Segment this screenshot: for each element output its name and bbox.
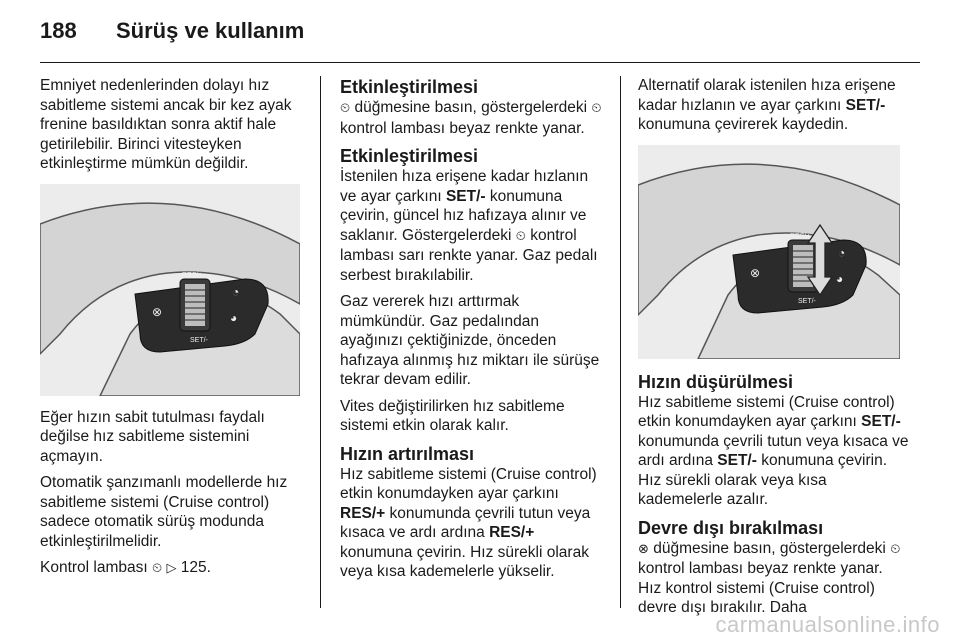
limiter-icon: ◕: [836, 271, 844, 286]
heading-speed-decrease: Hızın düşürülmesi: [638, 371, 794, 392]
paragraph: Emniyet nedenlerinden dolayı hız sabitleme sistemi ancak bir kez ayak frenine basıldıktan sonra aktif hale getirilebilir. Birinci vitesteyken etkinleştirme mümkün değildir.: [40, 77, 292, 172]
paragraph: İstenilen hıza erişene kadar hızlanın ve ayar çarkını SET/- konumuna çevirin, güncel hız hafızaya alınır ve saklanır. Göstergelerdeki ⏲ kontrol lambası sarı renkte yanar. Gaz pedalı serbest bırakılabilir.: [340, 168, 598, 284]
figure-label-res: RES/+: [182, 271, 203, 279]
cancel-icon: ⊗: [750, 265, 761, 280]
paragraph: Hız sabitleme sistemi (Cruise control) etkin konumdayken ayar çarkını SET/- konumunda çevrili tutun veya kısaca ve ardı ardına SET/- konumuna çevirin. Hız sürekli olarak veya kısa kademelerle azalır.: [638, 393, 909, 508]
column-divider-2: [620, 76, 621, 608]
cruise-control-icon: ⏲: [515, 228, 526, 244]
cruise-control-icon: ◔: [232, 284, 240, 299]
heading-speed-increase: Hızın artırılması: [340, 443, 475, 464]
heading-activation: Etkinleştirilmesi: [340, 77, 479, 97]
limiter-icon: ◕: [230, 310, 238, 325]
column-divider-1: [320, 76, 321, 608]
figure-label-set: SET/-: [798, 297, 816, 305]
cruise-control-icon: ⏲: [591, 101, 602, 116]
paragraph: ⊗ düğmesine basın, göstergelerdeki ⏲ kontrol lambası beyaz renkte yanar. Hız kontrol sistemi (Cruise control) devre dışı bırakılır. Daha: [638, 539, 901, 616]
cruise-control-icon: ◔: [838, 245, 846, 260]
column-1: [40, 76, 305, 586]
steering-wheel-figure-1: [40, 184, 300, 396]
steering-wheel-figure-2: [638, 145, 900, 359]
cruise-control-icon: ⏲: [340, 101, 351, 116]
figure-label-res: RES/+: [790, 232, 811, 240]
paragraph: Vites değiştirilirken hız sabitleme sistemi etkin olarak kalır.: [340, 397, 565, 434]
cruise-control-icon: ⏲: [152, 561, 163, 576]
paragraph: Eğer hızın sabit tutulması faydalı değilse hız sabitleme sistemini açmayın.: [40, 408, 265, 465]
page-number: 188: [40, 18, 77, 43]
paragraph: ⏲ düğmesine basın, göstergelerdeki ⏲ kontrol lambası beyaz renkte yanar.: [340, 99, 602, 137]
column-2: [340, 76, 605, 589]
section-title: Sürüş ve kullanım: [116, 18, 305, 43]
paragraph: Alternatif olarak istenilen hıza erişene kadar hızlanın ve ayar çarkını SET/- konumuna çevirerek kaydedin.: [638, 77, 896, 133]
header-divider: [40, 62, 920, 63]
cruise-cancel-icon: ⊗: [638, 541, 649, 557]
paragraph: Gaz vererek hızı arttırmak mümkündür. Gaz pedalından ayağınızı çektiğinizde, önceden hafızaya alınmış hız miktarı ile sürüşe tekrar devam edilir.: [340, 293, 600, 388]
cancel-icon: ⊗: [152, 304, 163, 319]
paragraph: Kontrol lambası ⏲ ▷ 125.: [40, 559, 211, 576]
heading-activation-2: Etkinleştirilmesi: [340, 146, 479, 166]
figure-label-set: SET/-: [190, 336, 208, 344]
paragraph: Otomatik şanzımanlı modellerde hız sabitleme sistemi (Cruise control) sadece otomatik sürüş modunda etkinleştirilmelidir.: [40, 474, 288, 550]
paragraph: Hız sabitleme sistemi (Cruise control) etkin konumdayken ayar çarkını RES/+ konumunda çevrili tutun veya kısaca ve ardı ardına RES/+ konumuna çevirin. Hız sürekli olarak veya kısa kademelerle yükselir.: [340, 465, 597, 580]
cruise-control-icon: ⏲: [890, 541, 901, 557]
reference-arrow-icon[interactable]: ▷: [166, 561, 177, 576]
heading-deactivation: Devre dışı bırakılması: [638, 517, 824, 538]
watermark: carmanualsonline.info: [715, 612, 940, 637]
column-3: [638, 76, 910, 625]
